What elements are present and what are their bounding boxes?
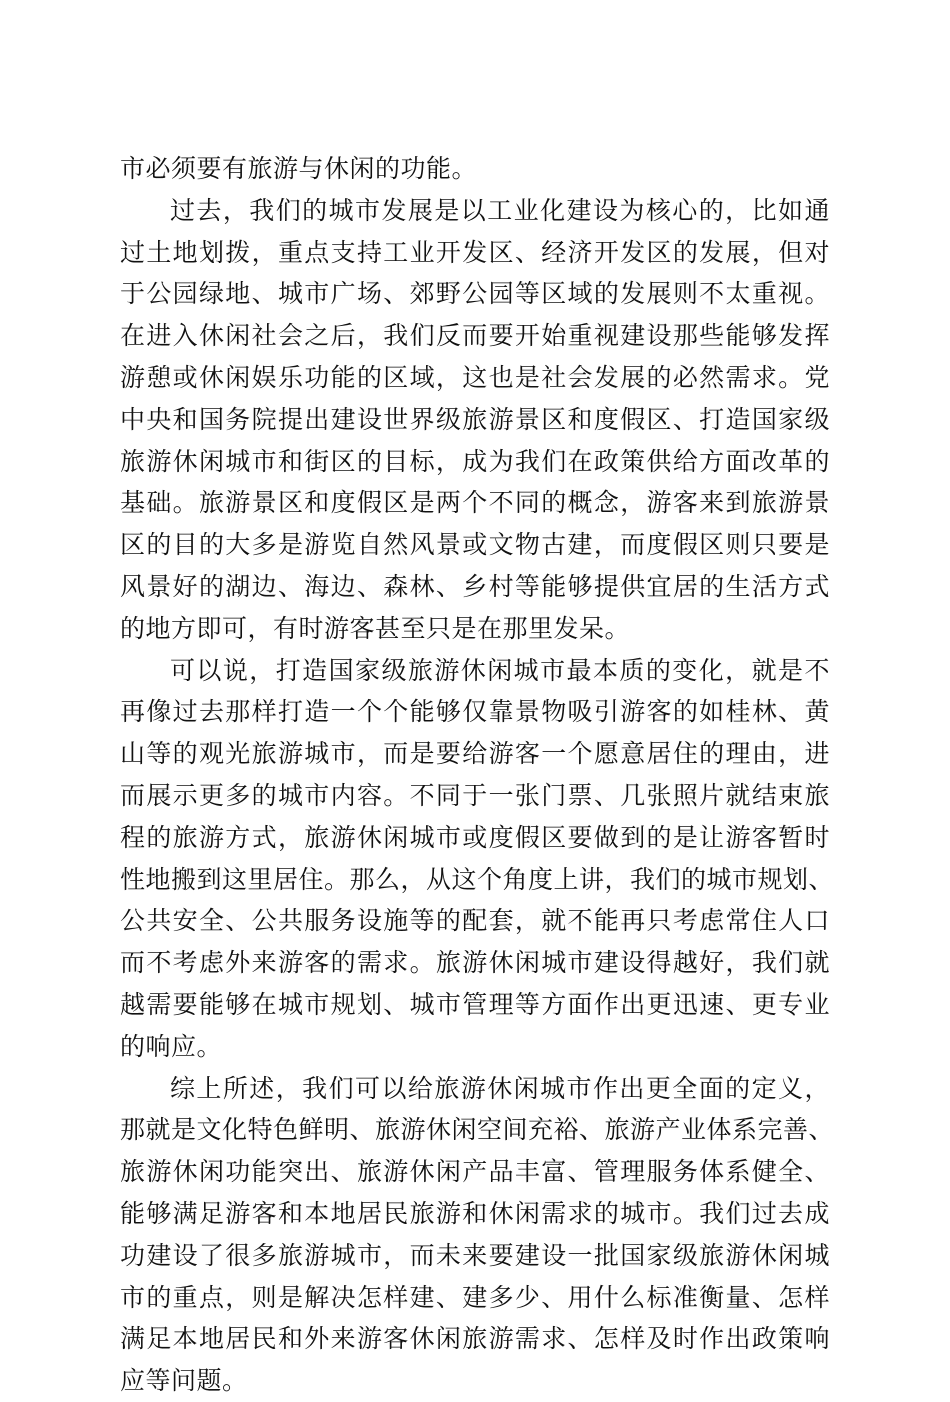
text-line: 可以说，打造国家级旅游休闲城市最本质的变化，就是不 (170, 655, 830, 685)
text-line: 过土地划拨，重点支持工业开发区、经济开发区的发展，但对 (120, 237, 830, 267)
text-line: 综上所述，我们可以给旅游休闲城市作出更全面的定义， (170, 1073, 830, 1103)
text-line: 风景好的湖边、海边、森林、乡村等能够提供宜居的生活方式 (120, 571, 830, 601)
text-line: 能够满足游客和本地居民旅游和休闲需求的城市。我们过去成 (120, 1198, 830, 1228)
text-line: 那就是文化特色鲜明、旅游休闲空间充裕、旅游产业体系完善、 (120, 1115, 835, 1145)
paragraph (120, 190, 830, 650)
text-line: 应等问题。 (120, 1366, 248, 1396)
text-line: 区的目的大多是游览自然风景或文物古建，而度假区则只要是 (120, 530, 830, 560)
paragraph (120, 650, 835, 1068)
text-line: 而不考虑外来游客的需求。旅游休闲城市建设得越好，我们就 (120, 948, 830, 978)
text-line: 越需要能够在城市规划、城市管理等方面作出更迅速、更专业 (120, 989, 830, 1019)
text-line: 于公园绿地、城市广场、郊野公园等区域的发展则不太重视。 (120, 279, 830, 309)
text-line: 公共安全、公共服务设施等的配套，就不能再只考虑常住人口 (120, 906, 830, 936)
text-line: 旅游休闲城市和街区的目标，成为我们在政策供给方面改革的 (120, 446, 830, 476)
text-line: 功建设了很多旅游城市，而未来要建设一批国家级旅游休闲城 (120, 1240, 830, 1270)
text-line: 程的旅游方式，旅游休闲城市或度假区要做到的是让游客暂时 (120, 822, 830, 852)
text-line: 的响应。 (120, 1031, 223, 1061)
paragraph (120, 1068, 835, 1402)
text-line: 山等的观光旅游城市，而是要给游客一个愿意居住的理由，进 (120, 739, 830, 769)
paragraph (120, 148, 830, 190)
text-line: 游憩或休闲娱乐功能的区域，这也是社会发展的必然需求。党 (120, 362, 830, 392)
text-line: 在进入休闲社会之后，我们反而要开始重视建设那些能够发挥 (120, 321, 830, 351)
text-line: 而展示更多的城市内容。不同于一张门票、几张照片就结束旅 (120, 780, 830, 810)
text-line: 再像过去那样打造一个个能够仅靠景物吸引游客的如桂林、黄 (120, 697, 830, 727)
text-line: 满足本地居民和外来游客休闲旅游需求、怎样及时作出政策响 (120, 1324, 830, 1354)
text-line: 旅游休闲功能突出、旅游休闲产品丰富、管理服务体系健全、 (120, 1157, 830, 1187)
body-text (120, 148, 835, 1402)
text-line: 过去，我们的城市发展是以工业化建设为核心的，比如通 (170, 195, 830, 225)
text-line: 基础。旅游景区和度假区是两个不同的概念，游客来到旅游景 (120, 488, 830, 518)
text-line: 的地方即可，有时游客甚至只是在那里发呆。 (120, 613, 631, 643)
text-line: 市的重点，则是解决怎样建、建多少、用什么标准衡量、怎样 (120, 1282, 830, 1312)
text-line: 中央和国务院提出建设世界级旅游景区和度假区、打造国家级 (120, 404, 830, 434)
text-line: 性地搬到这里居住。那么，从这个角度上讲，我们的城市规划、 (120, 864, 835, 894)
text-line: 市必须要有旅游与休闲的功能。 (120, 154, 478, 183)
